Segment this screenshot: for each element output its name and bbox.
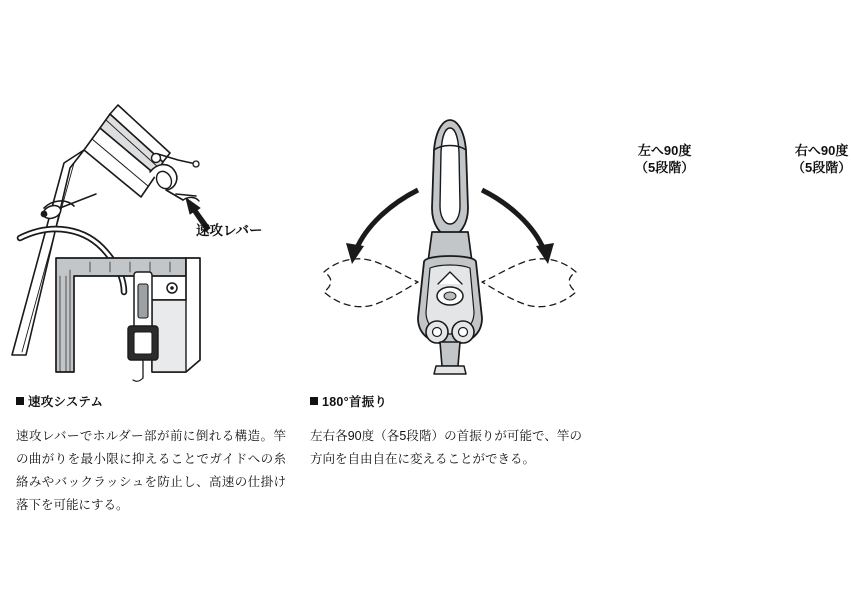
sokko-lever-callout-label: 速攻レバー [196,223,263,238]
bullet-square-icon [310,397,318,405]
body-text-right: 左右各90度（各5段階）の首振りが可能で、竿の方向を自由自在に変えることができる。 [310,429,582,467]
caption-right [310,392,387,410]
caption-left-text: 速攻システム [28,395,104,409]
figure-right [300,0,851,385]
right-90-degree-line1: 右へ90度 [794,143,849,158]
caption-row [0,392,600,422]
right-90-degree-label [792,143,851,177]
swivel-illustration [300,0,600,385]
left-90-degree-line2: （5段階） [635,159,695,175]
caption-right-text: 180°首振り [322,395,388,409]
bullet-square-icon [16,397,24,405]
left-90-degree-line1: 左へ90度 [637,143,692,158]
caption-left [16,392,103,410]
figure-left [0,0,300,385]
right-90-degree-line2: （5段階） [792,159,851,175]
left-90-degree-label [635,143,694,177]
body-text-left: 速攻レバーでホルダー部が前に倒れる構造。竿の曲がりを最小限に抑えることでガイドへの糸絡みやバックラッシュを防止し、高速の仕掛け落下を可能にする。 [16,429,286,513]
sokko-lever-illustration [0,0,300,385]
